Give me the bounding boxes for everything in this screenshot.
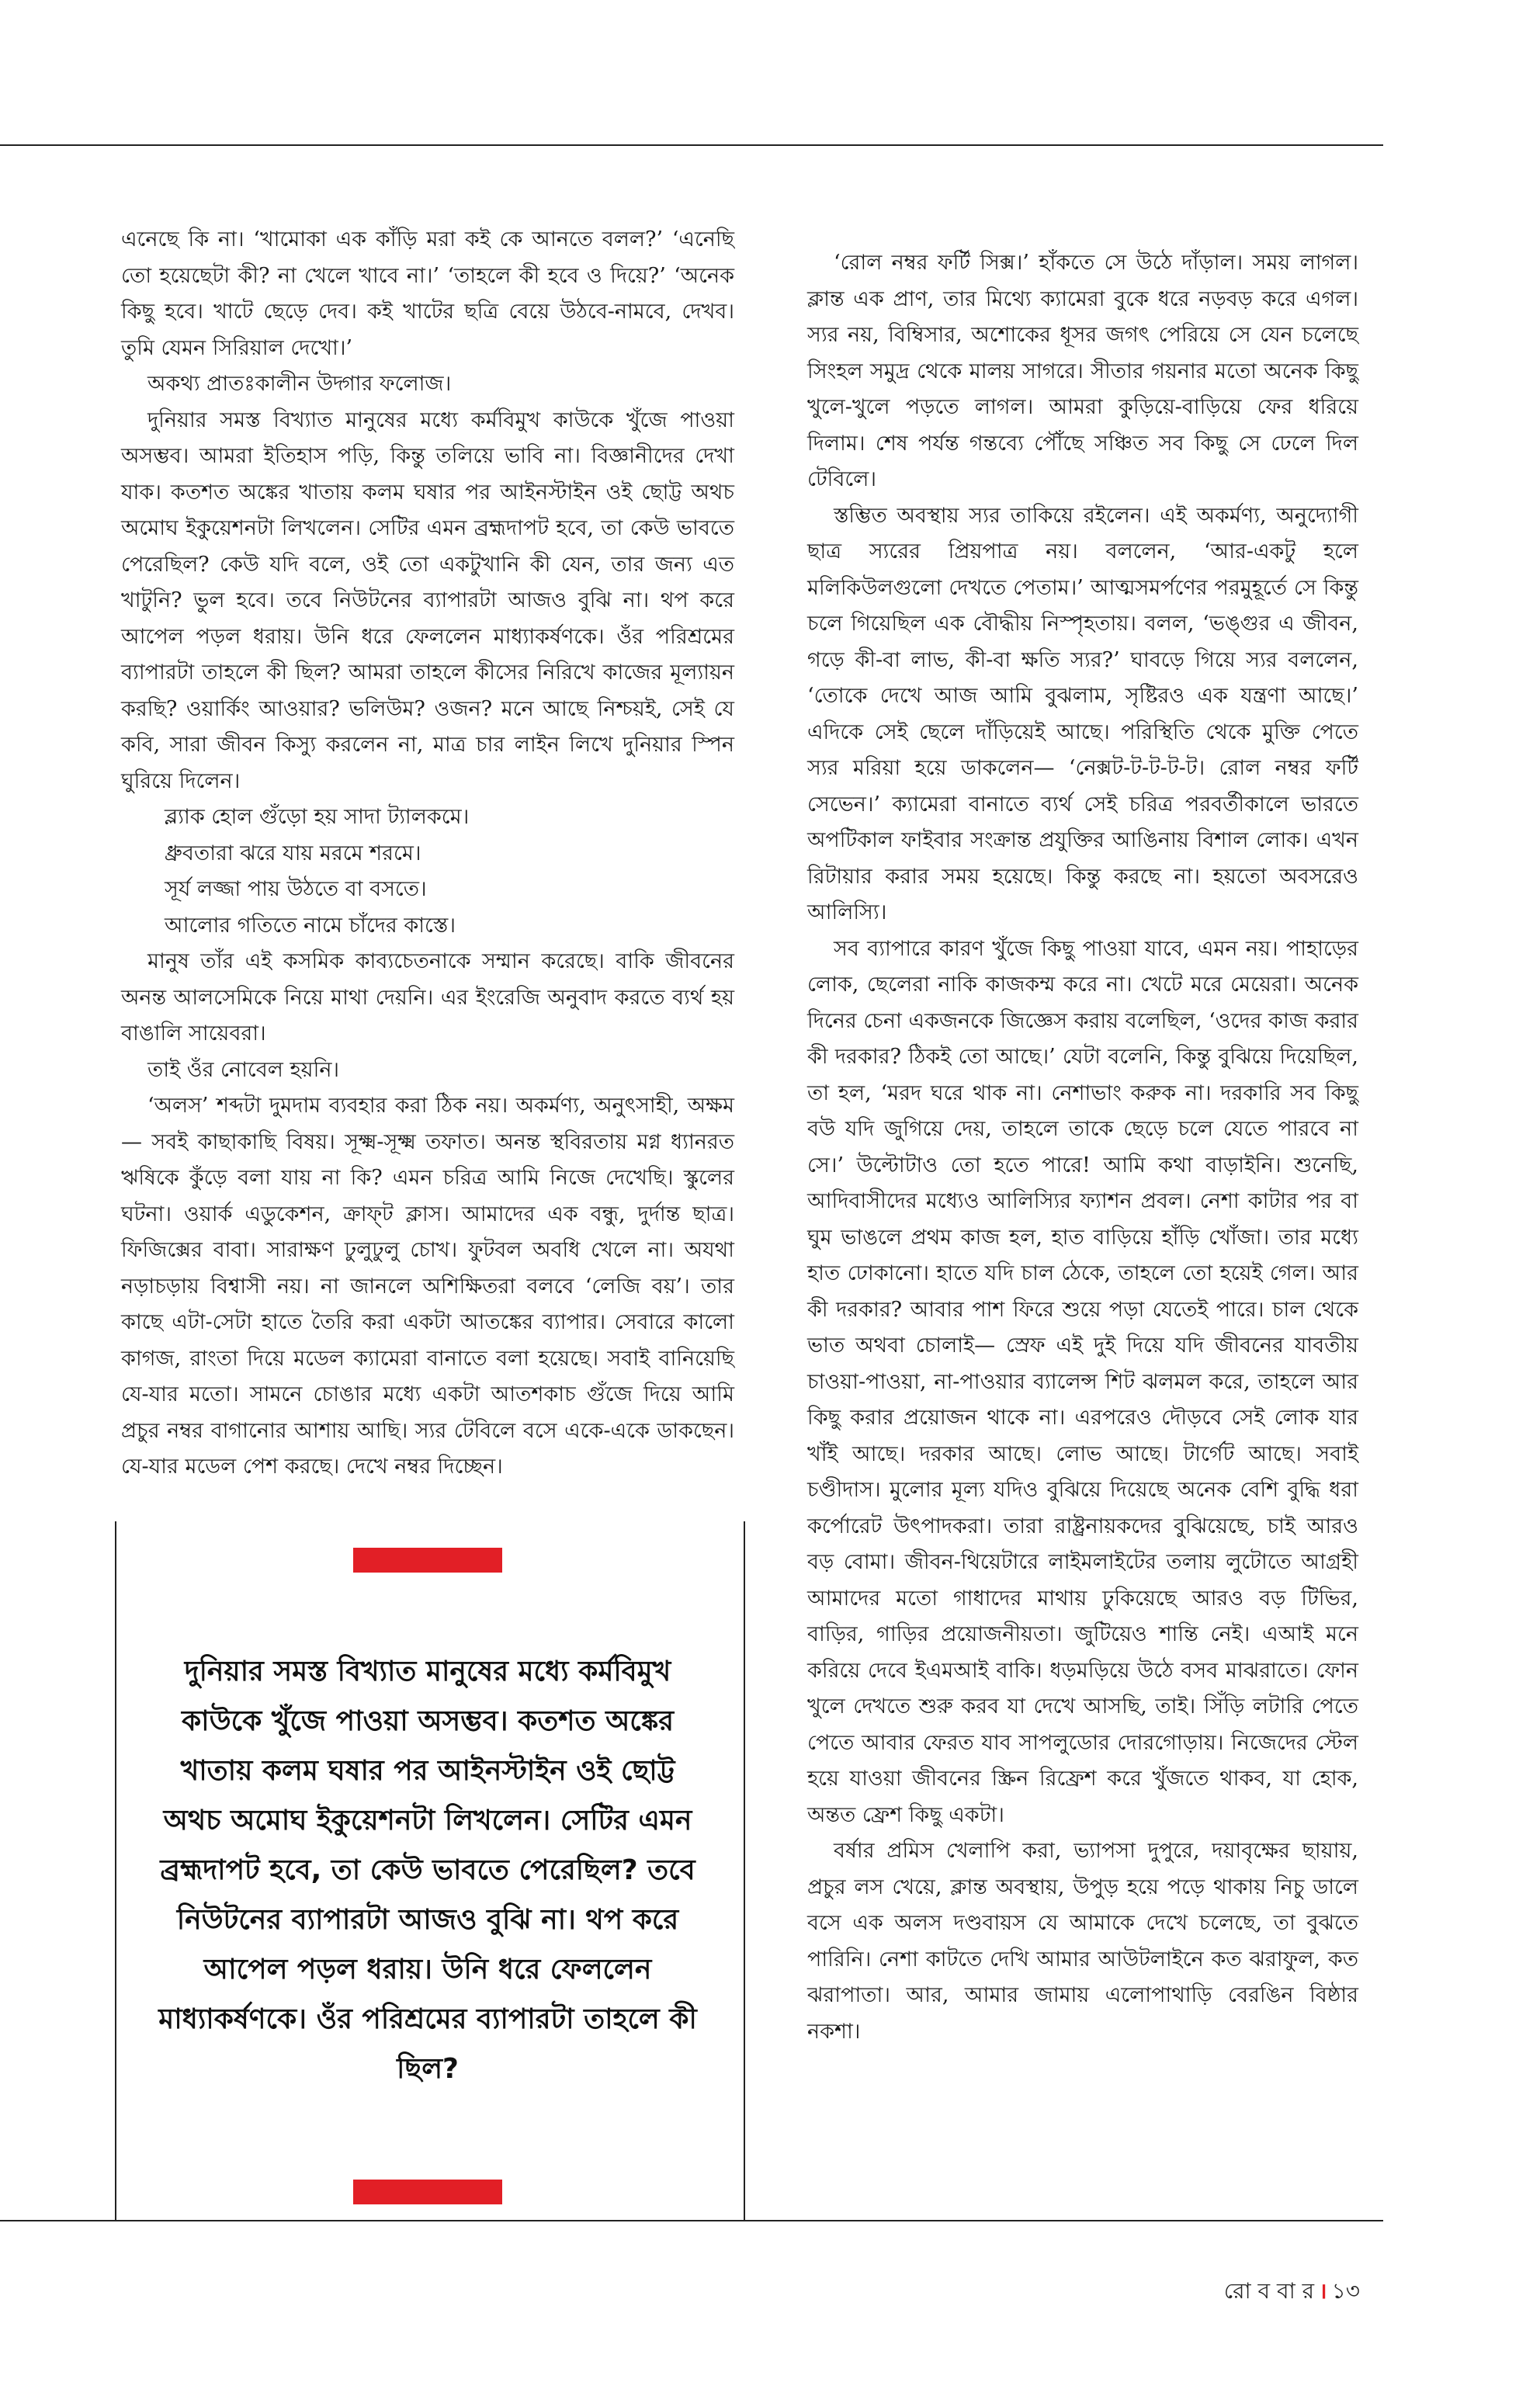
footer-separator: ।: [1319, 2278, 1327, 2304]
left-column: [121, 222, 734, 1486]
paragraph: বর্ষার প্রমিস খেলাপি করা, ভ্যাপসা দুপুরে, দয়াবৃক্ষের ছায়ায়, প্রচুর লস খেয়ে, ক্লান্ত অবস্থায়, উপুড় হয়ে পড়ে থাকায় নিচু ডালে বসে এক অলস দণ্ডবায়স যে আমাকে দেখে চলেছে, তা বুঝতে পারিনি। নেশা কাটতে দেখি আমার আউটলাইনে কত ঝরাফুল, কত ঝরাপাতা। আর, আমার জামায় এলোপাথাড়ি বেরঙিন বিষ্ঠার নকশা।: [807, 1839, 1358, 2044]
pull-quote-left-border: [115, 1521, 116, 2220]
magazine-name: রো ব বা র: [1223, 2278, 1314, 2304]
paragraph: ‘অলস’ শব্দটা দুমদাম ব্যবহার করা ঠিক নয়। অকর্মণ্য, অনুৎসাহী, অক্ষম— সবই কাছাকাছি বিষয়। সূক্ষ্ম-সূক্ষ্ম তফাত। অনন্ত স্থবিরতায় মগ্ন ধ্যানরত ঋষিকে কুঁড়ে বলা যায় না কি? এমন চরিত্র আমি নিজে দেখেছি। স্কুলের ঘটনা। ওয়ার্ক এডুকেশন, ক্রাফ্‌ট ক্লাস। আমাদের এক বন্ধু, দুর্দান্ত ছাত্র। ফিজিক্সের বাবা। সারাক্ষণ ঢুলুঢুলু চোখ। ফুটবল অবধি খেলে না। অযথা নড়াচড়ায় বিশ্বাসী নয়। না জানলে অশিক্ষিতরা বলবে ‘লেজি বয়’। তার কাছে এটা-সেটা হাতে তৈরি করা একটা আতঙ্কের ব্যাপার। সেবারে কালো কাগজ, রাংতা দিয়ে মডেল ক্যামেরা বানাতে বলা হয়েছে। সবাই বানিয়েছি যে-যার মতো। সামনে চোঙার মধ্যে একটা আতশকাচ গুঁজে দিয়ে আমি প্রচুর নম্বর বাগানোর আশায় আছি। স্যর টেবিলে বসে একে-একে ডাকছেন। যে-যার মডেল পেশ করছে। দেখে নম্বর দিচ্ছেন।: [121, 1094, 734, 1479]
paragraph: দুনিয়ার সমস্ত বিখ্যাত মানুষের মধ্যে কর্মবিমুখ কাউকে খুঁজে পাওয়া অসম্ভব। আমরা ইতিহাস পড়ি, কিন্তু তলিয়ে ভাবি না। বিজ্ঞানীদের দেখা যাক। কতশত অঙ্কের খাতায় কলম ঘষার পর আইনস্টাইন ওই ছোট্ট অথচ অমোঘ ইকুয়েশনটা লিখলেন। সেটির এমন ব্রহ্মদাপট হবে, তা কেউ ভাবতে পেরেছিল? কেউ যদি বলে, ওই তো একটুখানি কী যেন, তার জন্য এত খাটুনি? ভুল হবে। তবে নিউটনের ব্যাপারটা আজও বুঝি না। থপ করে আপেল পড়ল ধরায়। উনি ধরে ফেললেন মাধ্যাকর্ষণকে। ওঁর পরিশ্রমের ব্যাপারটা তাহলে কী ছিল? আমরা তাহলে কীসের নিরিখে কাজের মূল্যায়ন করছি? ওয়ার্কিং আওয়ার? ভলিউম? ওজন? মনে আছে নিশ্চয়ই, সেই যে কবি, সারা জীবন কিস্যু করলেন না, মাত্র চার লাইন লিখে দুনিয়ার স্পিন ঘুরিয়ে দিলেন।: [121, 408, 734, 793]
pull-quote-text: দুনিয়ার সমস্ত বিখ্যাত মানুষের মধ্যে কর্মবিমুখ কাউকে খুঁজে পাওয়া অসম্ভব। কতশত অঙ্কের খাতায় কলম ঘষার পর আইনস্টাইন ওই ছোট্ট অথচ অমোঘ ইকুয়েশনটা লিখলেন। সেটির এমন ব্রহ্মদাপট হবে, তা কেউ ভাবতে পেরেছিল? তবে নিউটনের ব্যাপারটা আজও বুঝি না। থপ করে আপেল পড়ল ধরায়। উনি ধরে ফেললেন মাধ্যাকর্ষণকে। ওঁর পরিশ্রমের ব্যাপারটা তাহলে কী ছিল?: [158, 1656, 697, 2085]
pull-quote: [121, 1548, 734, 2204]
red-accent-bar-bottom: [353, 2180, 502, 2204]
paragraph: তাই ওঁর নোবেল হয়নি।: [147, 1057, 340, 1082]
poem-line: আলোর গতিতে নামে চাঁদের কাস্তে।: [165, 913, 456, 938]
paragraph: অকথ্য প্রাতঃকালীন উদ্গার ফলোজ।: [147, 372, 452, 396]
poem-line: ব্ল্যাক হোল গুঁড়ো হয় সাদা ট্যালকমে।: [165, 805, 470, 829]
bottom-rule: [0, 2220, 1383, 2221]
red-accent-bar-top: [353, 1548, 502, 1573]
paragraph: সব ব্যাপারে কারণ খুঁজে কিছু পাওয়া যাবে, এমন নয়। পাহাড়ের লোক, ছেলেরা নাকি কাজকম্ম করে না। খেটে মরে মেয়েরা। অনেক দিনের চেনা একজনকে জিজ্ঞেস করায় বলেছিল, ‘ওদের কাজ করার কী দরকার? ঠিকই তো আছে।’ যেটা বলেনি, কিন্তু বুঝিয়ে দিয়েছিল, তা হল, ‘মরদ ঘরে থাক না। নেশাভাং করুক না। দরকারি সব কিছু বউ যদি জুগিয়ে দেয়, তাহলে তাকে ছেড়ে চলে যেতে পারবে না সে।’ উল্টোটাও তো হতে পারে! আমি কথা বাড়াইনি। শুনেছি, আদিবাসীদের মধ্যেও আলিস্যির ফ্যাশন প্রবল। নেশা কাটার পর বা ঘুম ভাঙলে প্রথম কাজ হল, হাত বাড়িয়ে হাঁড়ি খোঁজা। তার মধ্যে হাত ঢোকানো। হাতে যদি চাল ঠেকে, তাহলে তো হয়েই গেল। আর কী দরকার? আবার পাশ ফিরে শুয়ে পড়া যেতেই পারে। চাল থেকে ভাত অথবা চোলাই— স্রেফ এই দুই দিয়ে যদি জীবনের যাবতীয় চাওয়া-পাওয়া, না-পাওয়ার ব্যালেন্স শিট ঝলমল করে, তাহলে আর কিছু করার প্রয়োজন থাকে না। এরপরেও দৌড়বে সেই লোক যার খাঁই আছে। দরকার আছে। লোভ আছে। টার্গেট আছে। সবাই চণ্ডীদাস। মুলোর মূল্য যদিও বুঝিয়ে দিয়েছে অনেক বেশি বুদ্ধি ধরা কর্পোরেট উৎপাদকরা। তারা রাষ্ট্রনায়কদের বুঝিয়েছে, চাই আরও বড় বোমা। জীবন-থিয়েটারে লাইমলাইটের তলায় লুটোতে আগ্রহী আমাদের মতো গাধাদের মাথায় ঢুকিয়েছে আরও বড় টিভির, বাড়ির, গাড়ির প্রয়োজনীয়তা। জুটিয়েও শান্তি নেই। এআই মনে করিয়ে দেবে ইএমআই বাকি। ধড়মড়িয়ে উঠে বসব মাঝরাতে। ফোন খুলে দেখতে শুরু করব যা দেখে আসছি, তাই। সিঁড়ি লটারি পেতে পেতে আবার ফেরত যাব সাপলুডোর দোরগোড়ায়। নিজেদের স্টেল হয়ে যাওয়া জীবনের স্ক্রিন রিফ্রেশ করে খুঁজতে থাকব, যা হোক, অন্তত ফ্রেশ কিছু একটা।: [807, 936, 1358, 1827]
top-rule: [0, 144, 1383, 146]
paragraph: ‘রোল নম্বর ফর্টি সিক্স।’ হাঁকতে সে উঠে দাঁড়াল। সময় লাগল। ক্লান্ত এক প্রাণ, তার মিথ্যে ক্যামেরা বুকে ধরে নড়বড় করে এগল। স্যর নয়, বিম্বিসার, অশোকের ধূসর জগৎ পেরিয়ে সে যেন চলেছে সিংহল সমুদ্র থেকে মালয় সাগরে। সীতার গয়নার মতো অনেক কিছু খুলে-খুলে পড়তে লাগল। আমরা কুড়িয়ে-বাড়িয়ে ফের ধরিয়ে দিলাম। শেষ পর্যন্ত গন্তব্যে পৌঁছে সঞ্চিত সব কিছু সে ঢেলে দিল টেবিলে।: [807, 251, 1358, 491]
paragraph: স্তম্ভিত অবস্থায় স্যর তাকিয়ে রইলেন। এই অকর্মণ্য, অনুদ্যোগী ছাত্র স্যরের প্রিয়পাত্র নয়। বললেন, ‘আর-একটু হলে মলিকিউলগুলো দেখতে পেতাম।’ আত্মসমর্পণের পরমুহূর্তে সে কিন্তু চলে গিয়েছিল এক বৌদ্ধীয় নিস্পৃহতায়। বলল, ‘ভঙ্গুর এ জীবন, গড়ে কী-বা লাভ, কী-বা ক্ষতি স্যর?’ ঘাবড়ে গিয়ে স্যর বললেন, ‘তোকে দেখে আজ আমি বুঝলাম, সৃষ্টিরও এক যন্ত্রণা আছে।’ এদিকে সেই ছেলে দাঁড়িয়েই আছে। পরিস্থিতি থেকে মুক্তি পেতে স্যর মরিয়া হয়ে ডাকলেন— ‘নেক্সট-ট-ট-ট-ট। রোল নম্বর ফর্টি সেভেন।’ ক্যামেরা বানাতে ব্যর্থ সেই চরিত্র পরবর্তীকালে ভারতে অপটিকাল ফাইবার সংক্রান্ত প্রযুক্তির আঙিনায় বিশাল লোক। এখন রিটায়ার করার সময় হয়েছে। কিন্তু করছে না। হয়তো অবসরেও আলিস্যি।: [807, 503, 1358, 924]
column-divider: [744, 1521, 745, 2220]
page-number: ১৩: [1331, 2278, 1360, 2304]
page-footer: [1224, 2274, 1360, 2311]
paragraph: মানুষ তাঁর এই কসমিক কাব্যচেতনাকে সম্মান করেছে। বাকি জীবনের অনন্ত আলসেমিকে নিয়ে মাথা দেয়নি। এর ইংরেজি অনুবাদ করতে ব্যর্থ হয় বাঙালি সায়েবরা।: [121, 949, 734, 1046]
poem-line: ধ্রুবতারা ঝরে যায় মরমে শরমে।: [165, 841, 421, 865]
right-column: [807, 245, 1358, 2050]
poem-line: সূর্য লজ্জা পায় উঠতে বা বসতে।: [165, 877, 427, 901]
paragraph: এনেছে কি না। ‘খামোকা এক কাঁড়ি মরা কই কে আনতে বলল?’ ‘এনেছি তো হয়েছেটা কী? না খেলে খাবে না।’ ‘তাহলে কী হবে ও দিয়ে?’ ‘অনেক কিছু হবে। খাটে ছেড়ে দেব। কই খাটের ছত্রি বেয়ে উঠবে-নামবে, দেখব। তুমি যেমন সিরিয়াল দেখো।’: [121, 227, 734, 360]
